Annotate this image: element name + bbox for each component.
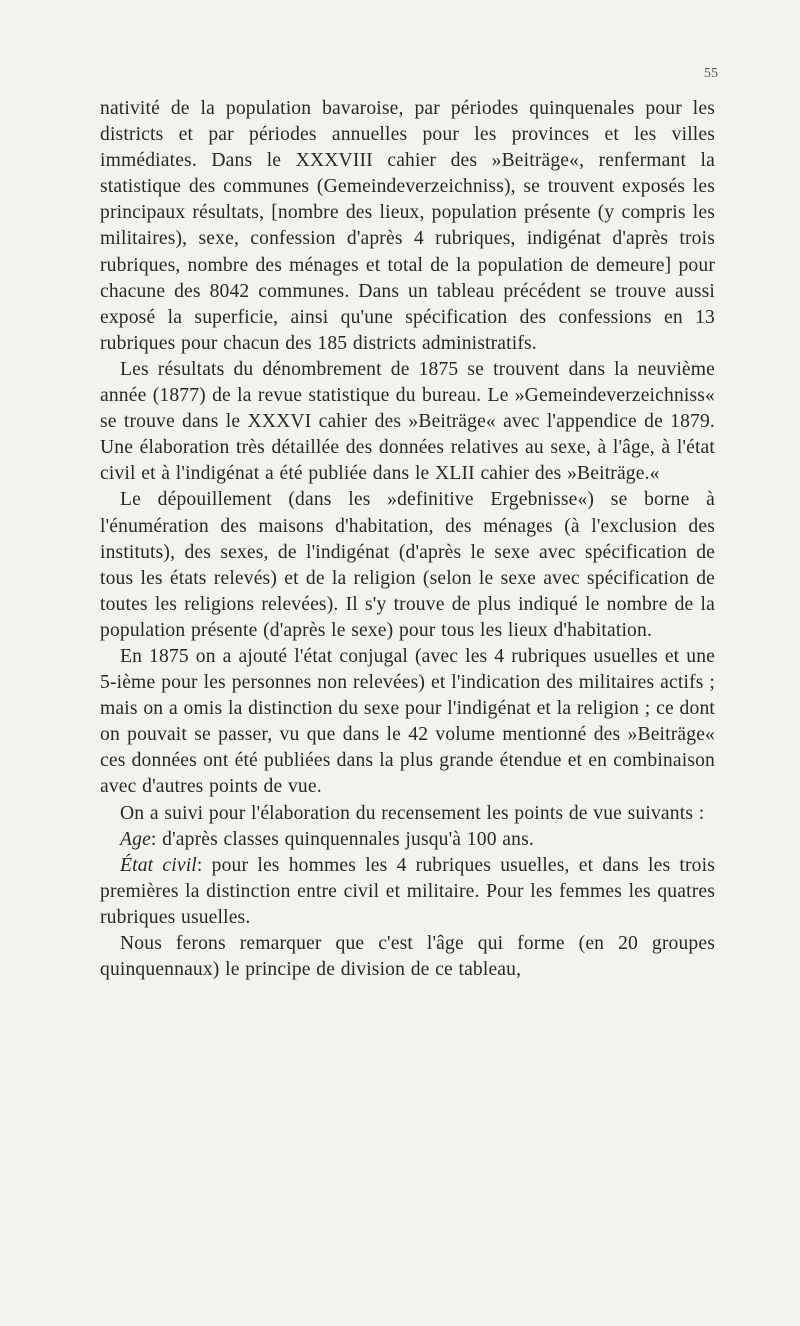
paragraph: On a suivi pour l'élaboration du recensement les points de vue suivants : [120, 802, 705, 824]
paragraph: nativité de la population bavaroise, par périodes quinquenales pour les districts et par périodes annuelles pour les provinces et les villes immédiates. Dans le XXXVIII cahier des »Beiträge«, renfermant la statistique des communes (Gemeindeverzeichniss), se trouvent exposés les principaux résultats, [nombre des lieux, population présente (y compris les militaires), sexe, confession d'après 4 rubriques, indigénat d'après trois rubriques, nombre des ménages et total de la population de demeure] pour chacune des 8042 communes. Dans un tableau précédent se trouve aussi exposé la superficie, ainsi qu'une spécification des confessions en 13 rubriques pour chacun des 185 districts administratifs. [100, 98, 715, 354]
item-text: : d'après classes quinquennales jusqu'à 100 ans. [150, 828, 534, 850]
item-term: Age [120, 828, 151, 850]
item-term: État civil [120, 854, 197, 876]
item-text: : pour les hommes les 4 rubriques usuelles, et dans les trois premières la distinction entre civil et militaire. Pour les femmes les quatres rubriques usuelles. [100, 854, 715, 928]
page-number: 55 [704, 66, 718, 81]
paragraph: Nous ferons remarquer que c'est l'âge qui forme (en 20 groupes quinquennaux) le principe de division de ce tableau, [100, 933, 715, 981]
paragraph: Les résultats du dénombrement de 1875 se trouvent dans la neuvième année (1877) de la revue statistique du bureau. Le »Gemeindeverzeichniss« se trouve dans le XXXVI cahier des »Beiträge« avec l'appendice de 1879. Une élaboration très détaillée des données relatives au sexe, à l'âge, à l'état civil et à l'indigénat a été publiée dans le XLII cahier des »Beiträge.« [100, 358, 715, 485]
body-text [100, 96, 715, 983]
list-item [100, 827, 715, 853]
paragraph: En 1875 on a ajouté l'état conjugal (avec les 4 rubriques usuelles et une 5-ième pour les personnes non relevées) et l'indication des militaires actifs ; mais on a omis la distinction du sexe pour l'indigénat et la religion ; ce dont on pouvait se passer, vu que dans le 42 volume mentionné des »Beiträge« ces données ont été publiées dans la plus grande étendue et en combinaison avec d'autres points de vue. [100, 645, 715, 798]
paragraph: Le dépouillement (dans les »definitive Ergebnisse«) se borne à l'énumération des maisons d'habitation, des ménages (à l'exclusion des instituts), des sexes, de l'indigénat (d'après le sexe avec spécification de tous les états relevés) et de la religion (selon le sexe avec spécification de toutes les religions relevées). Il s'y trouve de plus indiqué le nombre de la population présente (d'après le sexe) pour tous les lieux d'habitation. [100, 489, 715, 641]
list-item [100, 853, 715, 931]
